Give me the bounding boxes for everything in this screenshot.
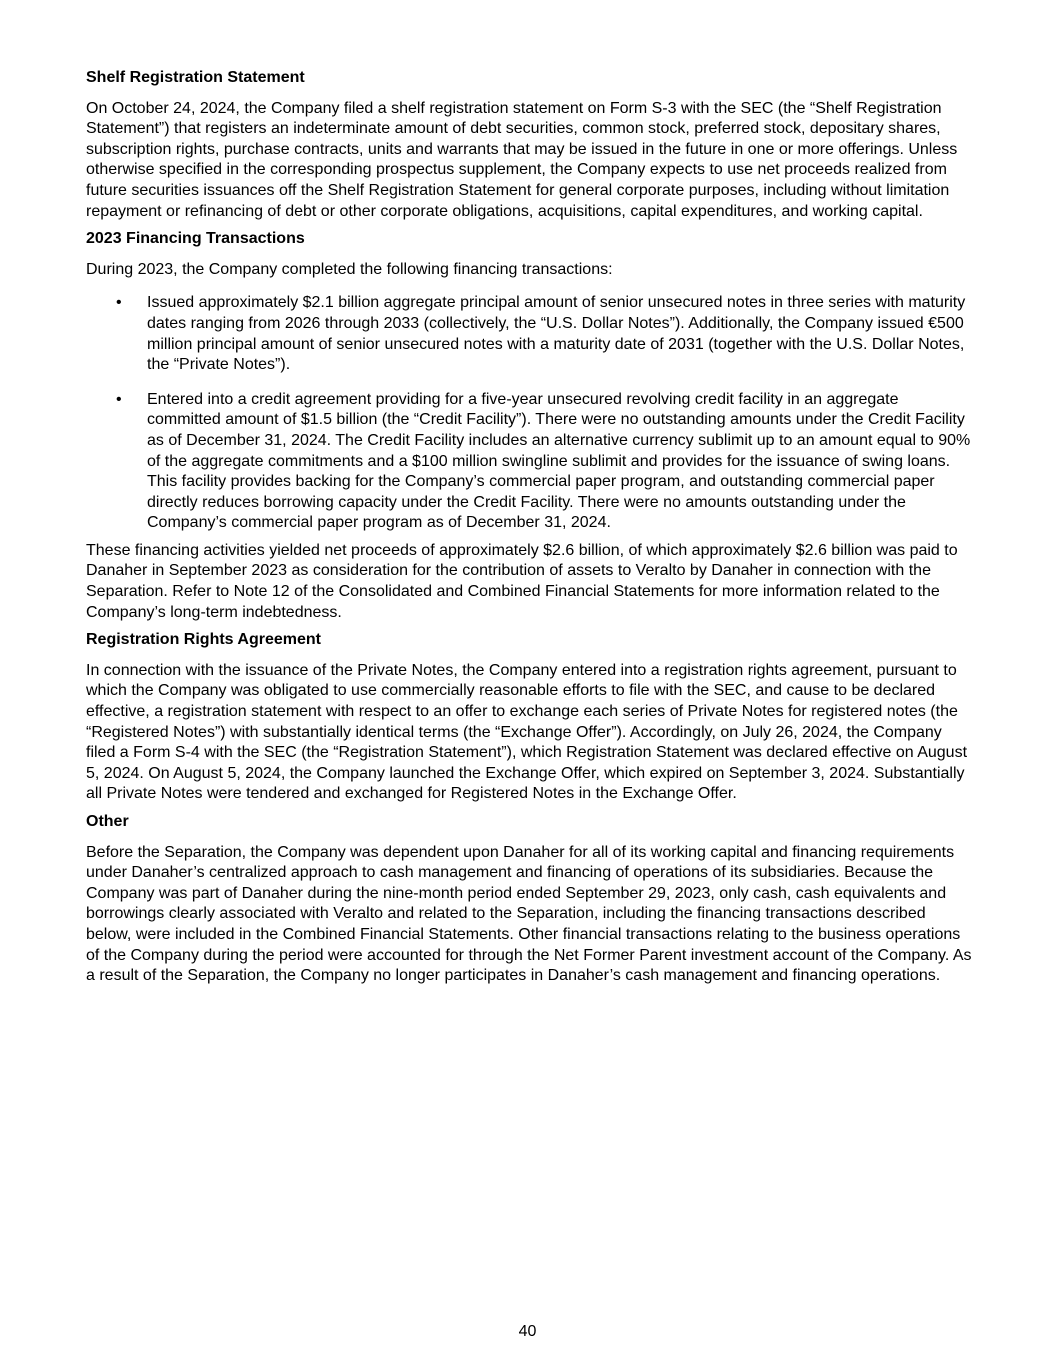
list-item — [86, 293, 972, 375]
section-heading: 2023 Financing Transactions — [86, 230, 305, 248]
section-other — [86, 812, 972, 987]
list-item-text: Issued approximately $2.1 billion aggregate principal amount of senior unsecured notes in three series with maturity dates ranging from 2026 through 2033 (collectively, the “U.S. Dollar Notes”). Additionally, the Company issued €500 million principal amount of senior unsecured notes with a maturity date of 2031 (together with the U.S. Dollar Notes, the “Private Notes”). — [147, 294, 966, 374]
section-paragraph: Before the Separation, the Company was dependent upon Danaher for all of its working capital and financing requirements under Danaher’s centralized approach to cash management and financing of operations of its subsidiaries. Because the Company was part of Danaher during the nine-month period ended September 29, 2023, only cash, cash equivalents and borrowings clearly associated with Veralto and related to the Separation, including the financing transactions described below, were included in the Combined Financial Statements. Other financial transactions relating to the business operations of the Company during the period were accounted for through the Net Former Parent investment account of the Company. As a result of the Separation, the Company no longer participates in Danaher’s cash management and financing operations. — [86, 843, 972, 985]
section-shelf-registration — [86, 68, 972, 222]
section-heading: Registration Rights Agreement — [86, 631, 321, 649]
section-paragraph: On October 24, 2024, the Company filed a shelf registration statement on Form S-3 with the SEC (the “Shelf Registration Statement”) that registers an indeterminate amount of debt securities, common stock, preferred stock, depositary shares, subscription rights, purchase contracts, units and warrants that may be issued in the future in one or more offerings. Unless otherwise specified in the corresponding prospectus supplement, the Company expects to use net proceeds realized from future securities issuances off the Shelf Registration Statement for general corporate purposes, including without limitation repayment or refinancing of debt or other corporate obligations, acquisitions, capital expenditures, and working capital. — [86, 99, 958, 220]
section-2023-financing — [86, 229, 972, 623]
bullet-list — [86, 293, 972, 534]
section-paragraph: These financing activities yielded net proceeds of approximately $2.6 billion, of which approximately $2.6 billion was paid to Danaher in September 2023 as consideration for the contribution of assets to Veralto by Danaher in connection with the Separation. Refer to Note 12 of the Consolidated and Combined Financial Statements for more information related to the Company’s long-term indebtedness. — [86, 541, 958, 621]
document-body — [86, 68, 972, 994]
bullet-icon: • — [116, 294, 122, 312]
list-item-text: Entered into a credit agreement providing for a five-year unsecured revolving credit facility in an aggregate committed amount of $1.5 billion (the “Credit Facility”). There were no outstanding amounts under the Credit Facility as of December 31, 2024. The Credit Facility includes an alternative currency sublimit up to an amount equal to 90% of the aggregate commitments and a $100 million swingline sublimit and provides for the issuance of swing loans. This facility provides backing for the Company’s commercial paper program, and outstanding commercial paper directly reduces borrowing capacity under the Credit Facility. There were no amounts outstanding under the Company’s commercial paper program as of December 31, 2024. — [147, 390, 971, 532]
section-paragraph: In connection with the issuance of the Private Notes, the Company entered into a registration rights agreement, pursuant to which the Company was obligated to use commercially reasonable efforts to file with the SEC, and cause to be declared effective, a registration statement with respect to an offer to exchange each series of Private Notes for registered notes (the “Registered Notes”) with substantially identical terms (the “Exchange Offer”). Accordingly, on July 26, 2024, the Company filed a Form S-4 with the SEC (the “Registration Statement”), which Registration Statement was declared effective on August 5, 2024. On August 5, 2024, the Company launched the Exchange Offer, which expired on September 3, 2024. Substantially all Private Notes were tendered and exchanged for Registered Notes in the Exchange Offer. — [86, 661, 968, 803]
section-heading: Other — [86, 813, 129, 830]
bullet-icon: • — [116, 390, 122, 408]
section-intro: During 2023, the Company completed the following financing transactions: — [86, 260, 613, 278]
page-number: 40 — [518, 1323, 537, 1340]
section-heading: Shelf Registration Statement — [86, 69, 305, 86]
section-registration-rights — [86, 630, 972, 805]
list-item — [86, 390, 972, 534]
